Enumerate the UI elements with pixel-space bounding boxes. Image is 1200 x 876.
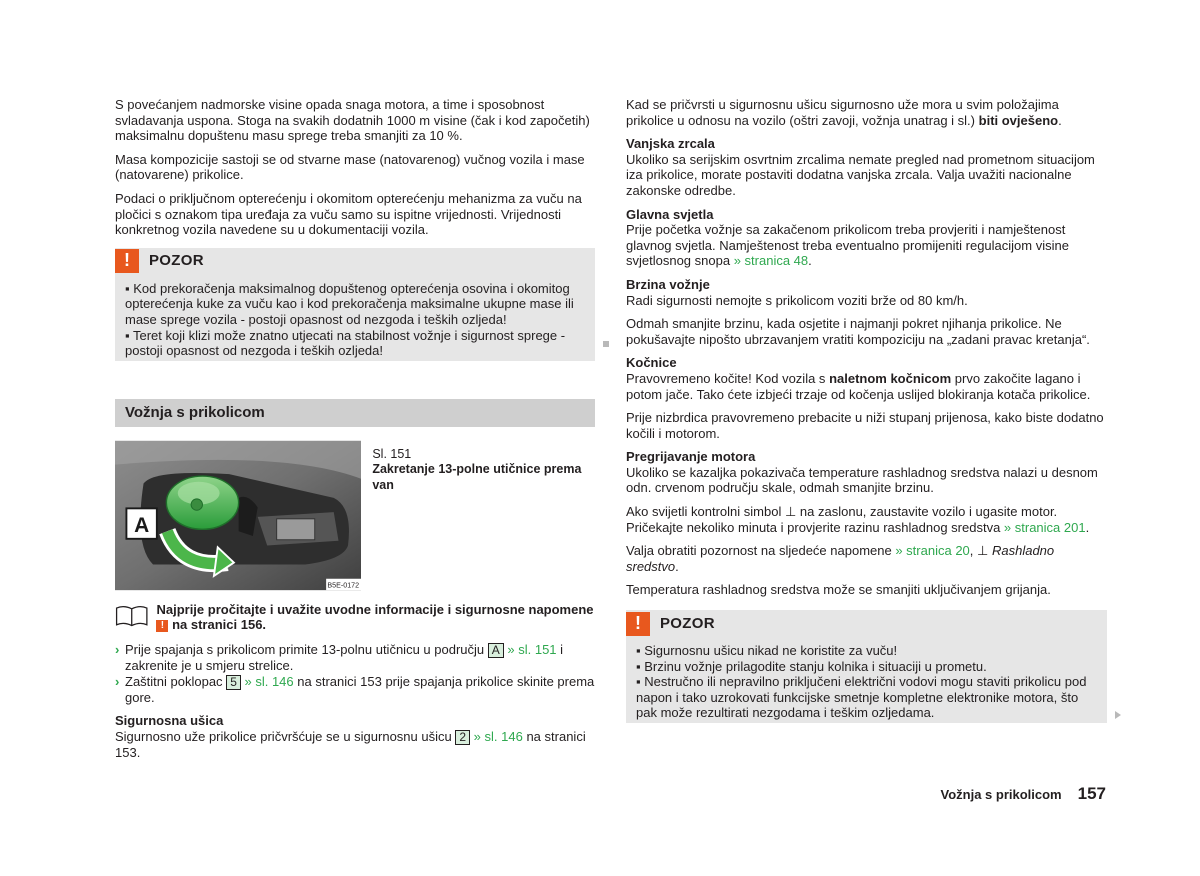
subheading: Pregrijavanje motora	[626, 449, 756, 465]
step-text-b: i zakrenite je u smjeru strelice.	[125, 641, 564, 673]
figure-link[interactable]: » sl. 151	[507, 641, 557, 657]
text: .	[1058, 112, 1062, 128]
warning-item: ▪ Kod prekoračenja maksimalnog dopuštenog opterećenja osovina i okomitog opterećenja kuke za vuču kao i kod prekoračenja maksimalne ukupne mase ili mase sprege vozila - postoji opasnost od nezgoda i teških ozljeda!	[125, 280, 574, 327]
step-text	[125, 674, 595, 706]
safety-text-b: na stranici 153.	[115, 728, 586, 760]
text-italic: Rashladno sredstvo	[626, 543, 1055, 574]
page-link[interactable]: » stranica 20	[895, 543, 970, 559]
step-text	[125, 642, 595, 674]
ref-box: 5	[226, 675, 241, 690]
overheat-paragraph-4: Temperatura rashladnog sredstva može se smanjiti uključivanjem grijanja.	[626, 582, 1051, 598]
text: ,	[969, 543, 974, 559]
text: Valja obratiti pozornost na sljedeće napomene	[626, 543, 892, 559]
subheading: Vanjska zrcala	[626, 136, 715, 152]
figure-number: Sl. 151	[372, 446, 412, 461]
ref-box: A	[488, 643, 504, 658]
figure-link[interactable]: » sl. 146	[473, 728, 523, 744]
ref-box: 2	[455, 730, 470, 745]
figure-link[interactable]: » sl. 146	[244, 673, 294, 689]
warning-box-left	[115, 248, 595, 361]
warning-item: ▪ Nestručno ili nepravilno priključeni električni vodovi mogu staviti prikolicu pod napon i tako uzrokovati funkcijske smetnje kompletne elektronike motora, što pak može rezultirati nezgodama i teškim ozljedama.	[636, 674, 1087, 721]
paragraph-mass: Masa kompozicije sastoji se od stvarne mase (natovarenog) vučnog vozila i mase (natovarene) prikolice.	[115, 151, 585, 183]
text: .	[1085, 519, 1090, 535]
speed-section	[626, 277, 1107, 308]
subheading: Glavna svjetla	[626, 206, 714, 222]
paragraph-safety-rope	[626, 97, 1107, 128]
safety-text-a: Sigurnosno uže prikolice pričvršćuje se u sigurnosnu ušicu	[115, 728, 452, 744]
warning-title: POZOR	[149, 252, 204, 270]
read-first-note	[115, 602, 595, 633]
warning-header	[626, 610, 1107, 637]
note-text-a: Najprije pročitajte i uvažite uvodne informacije i sigurnosne napomene	[156, 601, 594, 617]
text: .	[808, 253, 812, 269]
text: Radi sigurnosti nemojte s prikolicom voziti brže od 80 km/h.	[626, 292, 968, 308]
paragraph-altitude: S povećanjem nadmorske visine opada snaga motora, a time i sposobnost svladavanja uspona. Stoga na svakih dodatnih 1000 m visine (čak i kod započetih) maksimalnu dopuštenu masu sprege treba smanjiti za 10 %.	[115, 97, 590, 144]
text: .	[675, 558, 679, 574]
step-text-a: Zaštitni poklopac	[125, 673, 223, 689]
text-bold: naletnom kočnicom	[829, 370, 952, 386]
overheat-paragraph-3	[626, 543, 1107, 574]
text: prvo zakočite lagano i potom jače. Tako ćete izbjeći trzaje od kočenja uslijed blokiranja kotača prikolice.	[626, 370, 1091, 402]
exclamation-warning-icon: !	[626, 612, 650, 636]
overheat-section	[626, 449, 1107, 496]
figure-caption-text: Zakretanje 13-polne utičnice prema van	[372, 462, 582, 492]
subheading: Kočnice	[626, 355, 677, 371]
figure-151	[115, 437, 595, 594]
section-end-square-icon	[603, 341, 609, 347]
page-number: 157	[1077, 784, 1106, 803]
coolant-temperature-icon: ⊥	[784, 504, 797, 520]
step-text-b: na stranici 153 prije spajanja prikolice skinite prema gore.	[125, 673, 595, 705]
warning-body	[626, 643, 1107, 721]
left-column	[115, 97, 595, 760]
open-book-icon	[115, 602, 148, 630]
subheading: Brzina vožnje	[626, 276, 710, 292]
page-link[interactable]: » stranica 48	[733, 253, 809, 269]
step-item	[115, 642, 595, 674]
page-link[interactable]: » stranica 201	[1003, 519, 1086, 535]
continue-arrow-icon	[1115, 711, 1121, 719]
warning-header	[115, 248, 595, 275]
text: Ukoliko sa serijskim osvrtnim zrcalima nemate pregled nad prometnom situacijom iza prikolice, morate postaviti dodatna vanjska zrcala. Valja uvažiti nacionalne zakonske odredbe.	[626, 151, 1095, 198]
warning-item: ▪ Brzinu vožnje prilagodite stanju kolnika i situaciji u prometu.	[636, 658, 987, 674]
safety-eye-section	[115, 713, 595, 760]
headlight-section	[626, 207, 1107, 269]
text: Pravovremeno kočite! Kod vozila s	[626, 370, 826, 386]
footer-title: Vožnja s prikolicom	[940, 787, 1062, 802]
text: Kad se pričvrsti u sigurnosnu ušicu sigurnosno uže mora u svim položajima prikolice u odnosu na vozilo (oštri zavoji, vožnja unatrag i sl.)	[626, 97, 1059, 128]
subheading: Sigurnosna ušica	[115, 713, 224, 729]
brakes-section	[626, 355, 1107, 402]
warning-body	[115, 281, 595, 359]
speed-paragraph: Odmah smanjite brzinu, kada osjetite i najmanji pokret njihanja prikolice. Ne pokušavajte nipošto ubrzavanjem vratiti kompoziciju na „zadani pravac kretanja“.	[626, 316, 1090, 347]
note-text	[156, 602, 595, 633]
figure-label-a: A	[134, 513, 150, 537]
text: Ako svijetli kontrolni simbol	[626, 504, 782, 520]
text: Ukoliko se kazaljka pokazivača temperature rashladnog sredstva nalazi u desnom odn. crvenom području skale, odmah smanjite brzinu.	[626, 464, 1098, 496]
warning-box-right	[626, 610, 1107, 723]
warning-title: POZOR	[660, 614, 715, 632]
paragraph-load-data: Podaci o priključnom opterećenju i okomitom opterećenju mehanizma za vuču na pločici s oznakom tipa uređaja za vuču samo su ispitne vrijednosti. Vrijednosti konkretnog vozila navedene su u dokumentaciji vozila.	[115, 190, 582, 238]
steps	[115, 642, 595, 705]
figure-caption	[372, 437, 595, 594]
warning-item: ▪ Teret koji klizi može znatno utjecati na stabilnost vožnje i sigurnost sprege - postoji opasnost od nezgoda i teških ozljeda!	[125, 327, 566, 359]
mirrors-section	[626, 136, 1107, 198]
exclamation-warning-icon: !	[115, 249, 139, 273]
step-arrow-icon: ›	[115, 673, 120, 689]
right-column	[626, 97, 1107, 723]
section-title: Vožnja s prikolicom	[115, 399, 595, 427]
text: na zaslonu, zaustavite vozilo i ugasite motor. Pričekajte nekoliko minuta i provjerite razinu rashladnog sredstva	[626, 504, 1058, 535]
brakes-paragraph: Prije nizbrdica pravovremeno prebacite u niži stupanj prijenosa, kako biste dodatno kočili i motorom.	[626, 410, 1104, 441]
overheat-paragraph-2	[626, 504, 1107, 535]
text: Prije početka vožnje sa zakačenom prikolicom treba provjeriti i namještenost glavnog svjetla. Namještenost treba eventualno promijeniti regulacijom visine svjetlosnog snopa	[626, 222, 1069, 269]
text-bold: biti ovješeno	[978, 112, 1059, 128]
exclamation-warning-icon: !	[156, 620, 168, 632]
step-item	[115, 674, 595, 706]
coolant-temperature-icon: ⊥	[977, 543, 989, 559]
note-text-b: na stranici 156.	[172, 617, 267, 633]
figure-code: B5E-0172	[327, 581, 360, 590]
step-arrow-icon: ›	[115, 641, 120, 657]
page-footer	[941, 786, 1107, 803]
step-text-a: Prije spajanja s prikolicom primite 13-polnu utičnicu u području	[125, 641, 485, 657]
socket-figure-image	[115, 437, 361, 594]
warning-item: ▪ Sigurnosnu ušicu nikad ne koristite za vuču!	[636, 643, 898, 659]
